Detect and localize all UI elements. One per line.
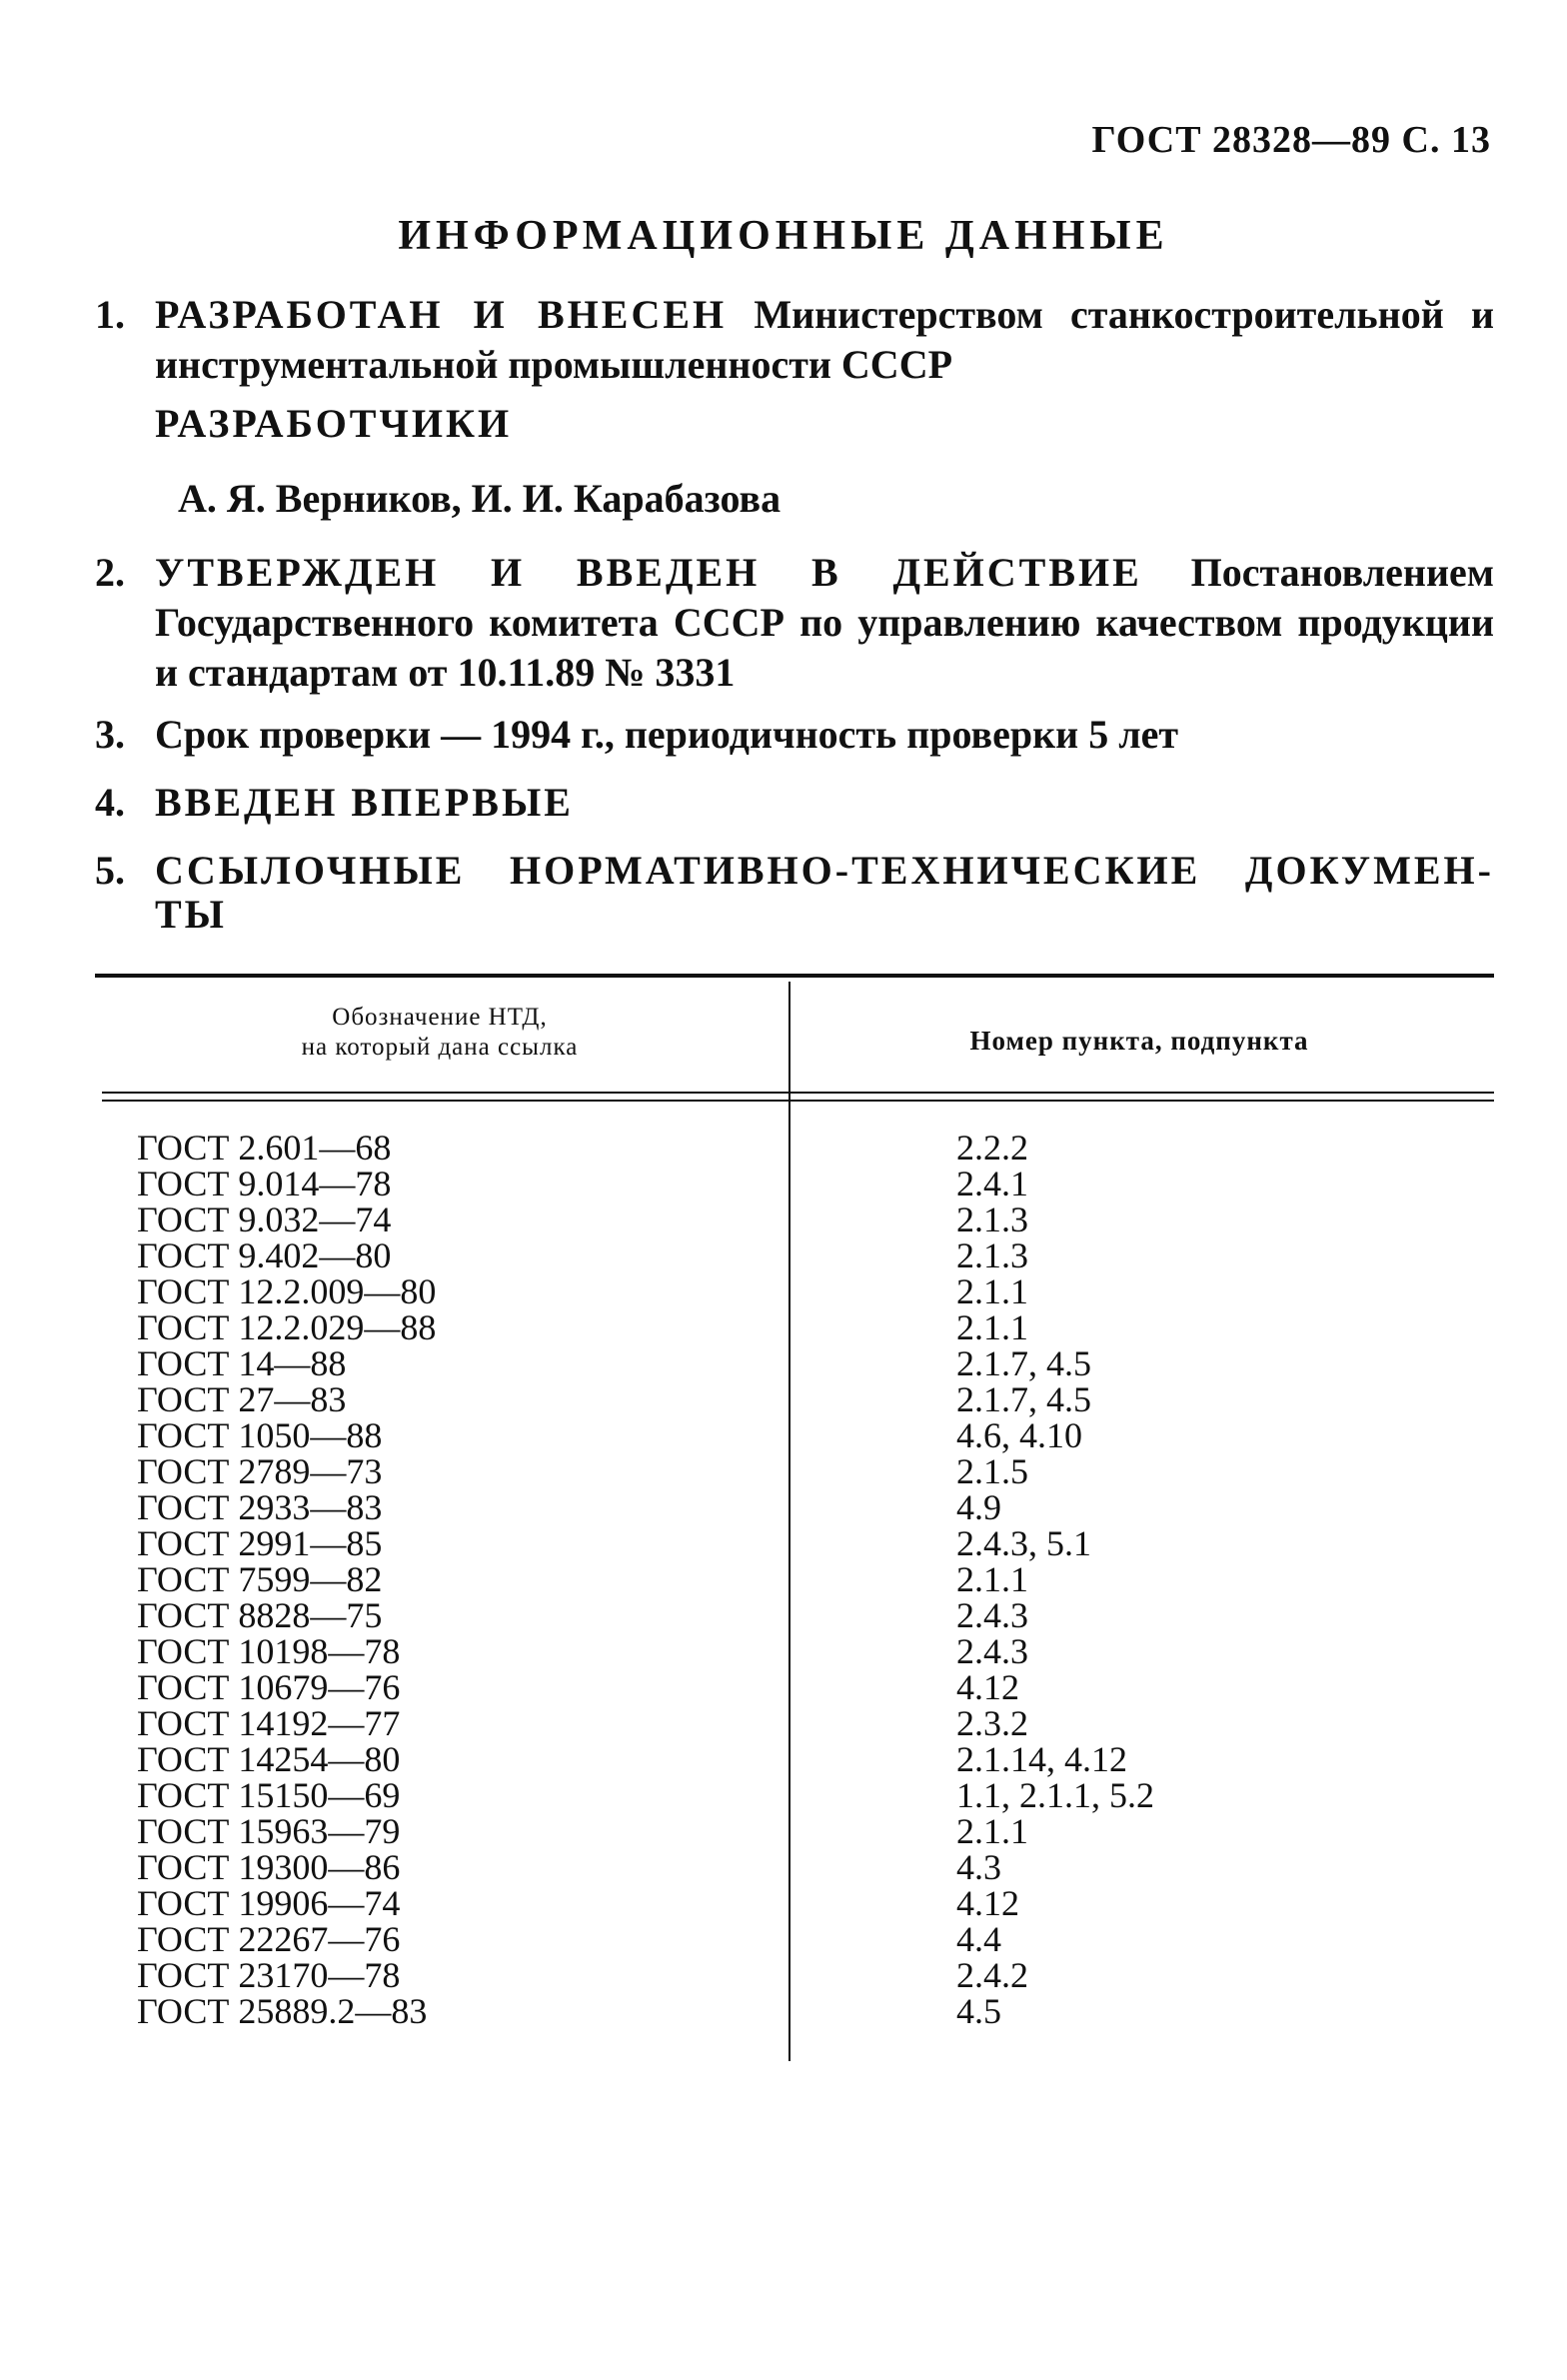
info-title: ИНФОРМАЦИОННЫЕ ДАННЫЕ xyxy=(398,213,1169,259)
column-divider xyxy=(788,982,790,2061)
table-cell-clause: 4.12 xyxy=(956,1883,1019,1923)
table-cell-designation: ГОСТ 2789—73 xyxy=(137,1451,383,1491)
table-cell-clause: 2.1.3 xyxy=(956,1235,1028,1275)
item-lead: УТВЕРЖДЕН И ВВЕДЕН В ДЕЙСТВИЕ xyxy=(155,550,1142,595)
table-cell-designation: ГОСТ 1050—88 xyxy=(137,1415,383,1455)
table-cell-clause: 2.1.1 xyxy=(956,1271,1028,1311)
table-cell-designation: ГОСТ 10679—76 xyxy=(137,1667,401,1707)
table-cell-designation: ГОСТ 15963—79 xyxy=(137,1811,401,1851)
table-cell-clause: 2.2.2 xyxy=(956,1128,1028,1168)
table-cell-designation: ГОСТ 12.2.029—88 xyxy=(137,1307,437,1347)
table-header-clause: Номер пункта, подпункта xyxy=(969,1026,1309,1056)
page-header: ГОСТ 28328—89 С. 13 xyxy=(1091,119,1491,161)
table-cell-clause: 2.4.3 xyxy=(956,1631,1028,1671)
table-cell-designation: ГОСТ 9.032—74 xyxy=(137,1199,392,1239)
table-cell-designation: ГОСТ 2933—83 xyxy=(137,1487,383,1527)
table-cell-clause: 2.1.1 xyxy=(956,1811,1028,1851)
table-cell-clause: 4.5 xyxy=(956,1991,1001,2031)
table-cell-designation: ГОСТ 10198—78 xyxy=(137,1631,401,1671)
table-cell-clause: 2.1.5 xyxy=(956,1451,1028,1491)
table-cell-clause: 4.9 xyxy=(956,1487,1001,1527)
table-cell-designation: ГОСТ 9.014—78 xyxy=(137,1164,392,1203)
item-text: Министерством станкостроительной и инструментальной промышленности СССР xyxy=(155,292,1494,387)
table-cell-clause: 4.12 xyxy=(956,1667,1019,1707)
table-cell-designation: ГОСТ 12.2.009—80 xyxy=(137,1271,437,1311)
table-cell-clause: 2.1.3 xyxy=(956,1199,1028,1239)
table-cell-clause: 2.1.7, 4.5 xyxy=(956,1343,1091,1383)
item-number: 5. xyxy=(95,848,125,893)
developers-names: А. Я. Верников, И. И. Карабазова xyxy=(178,476,782,521)
table-cell-designation: ГОСТ 25889.2—83 xyxy=(137,1991,428,2031)
table-header-line: на который дана ссылка xyxy=(301,1034,579,1061)
table-cell-designation: ГОСТ 19906—74 xyxy=(137,1883,401,1923)
table-column-designation xyxy=(137,1130,436,2029)
table-cell-clause: 2.3.2 xyxy=(956,1703,1028,1743)
table-cell-designation: ГОСТ 15150—69 xyxy=(137,1775,401,1815)
table-cell-designation: ГОСТ 14192—77 xyxy=(137,1703,401,1743)
item-number: 2. xyxy=(95,550,125,595)
item-text: Срок проверки — 1994 г., периодичность проверки 5 лет xyxy=(155,712,1179,757)
item-number: 4. xyxy=(95,780,125,825)
table-cell-designation: ГОСТ 19300—86 xyxy=(137,1847,401,1887)
item-text: Постановлением Государственного комитета СССР по управлению качеством продукции и стандартам от 10.11.89 № 3331 xyxy=(155,550,1495,695)
item-1 xyxy=(95,290,1494,390)
header-rule-1 xyxy=(102,1092,1494,1094)
item-number: 1. xyxy=(95,292,125,337)
item-4 xyxy=(95,778,1494,828)
item-lead: ВВЕДЕН ВПЕРВЫЕ xyxy=(155,780,574,825)
table-header-designation xyxy=(95,1003,784,1063)
item-2 xyxy=(95,548,1494,698)
table-cell-clause: 1.1, 2.1.1, 5.2 xyxy=(956,1775,1154,1815)
table-header-line: Обозначение НТД, xyxy=(332,1004,548,1031)
table-cell-clause: 2.1.14, 4.12 xyxy=(956,1739,1127,1779)
table-cell-designation: ГОСТ 8828—75 xyxy=(137,1595,383,1635)
header-rule-2 xyxy=(102,1100,1494,1102)
table-cell-designation: ГОСТ 14254—80 xyxy=(137,1739,401,1779)
item-lead: РАЗРАБОТАН И ВНЕСЕН xyxy=(155,292,728,337)
item-lead-continued: ТЫ xyxy=(155,892,227,937)
table-cell-designation: ГОСТ 7599—82 xyxy=(137,1559,383,1599)
table-top-rule xyxy=(95,974,1494,978)
item-lead: ССЫЛОЧНЫЕ НОРМАТИВНО-ТЕХНИЧЕСКИЕ ДОКУМЕН- xyxy=(155,848,1494,893)
table-cell-designation: ГОСТ 2991—85 xyxy=(137,1523,383,1563)
item-5 xyxy=(95,846,1494,940)
developers-label: РАЗРАБОТЧИКИ xyxy=(155,401,513,446)
table-cell-designation: ГОСТ 27—83 xyxy=(137,1379,347,1419)
table-cell-clause: 2.1.1 xyxy=(956,1307,1028,1347)
item-3 xyxy=(95,710,1494,760)
table-cell-designation: ГОСТ 2.601—68 xyxy=(137,1128,392,1168)
table-cell-clause: 2.4.3 xyxy=(956,1595,1028,1635)
table-cell-clause: 4.4 xyxy=(956,1919,1001,1959)
table-cell-designation: ГОСТ 9.402—80 xyxy=(137,1235,392,1275)
table-column-clause xyxy=(956,1130,1154,2029)
table-cell-designation: ГОСТ 23170—78 xyxy=(137,1955,401,1995)
table-cell-clause: 2.4.2 xyxy=(956,1955,1028,1995)
table-cell-clause: 4.6, 4.10 xyxy=(956,1415,1082,1455)
table-cell-clause: 2.4.3, 5.1 xyxy=(956,1523,1091,1563)
table-cell-designation: ГОСТ 14—88 xyxy=(137,1343,347,1383)
table-cell-clause: 2.1.1 xyxy=(956,1559,1028,1599)
item-number: 3. xyxy=(95,712,125,757)
table-cell-designation: ГОСТ 22267—76 xyxy=(137,1919,401,1959)
table-cell-clause: 4.3 xyxy=(956,1847,1001,1887)
table-cell-clause: 2.1.7, 4.5 xyxy=(956,1379,1091,1419)
table-cell-clause: 2.4.1 xyxy=(956,1164,1028,1203)
